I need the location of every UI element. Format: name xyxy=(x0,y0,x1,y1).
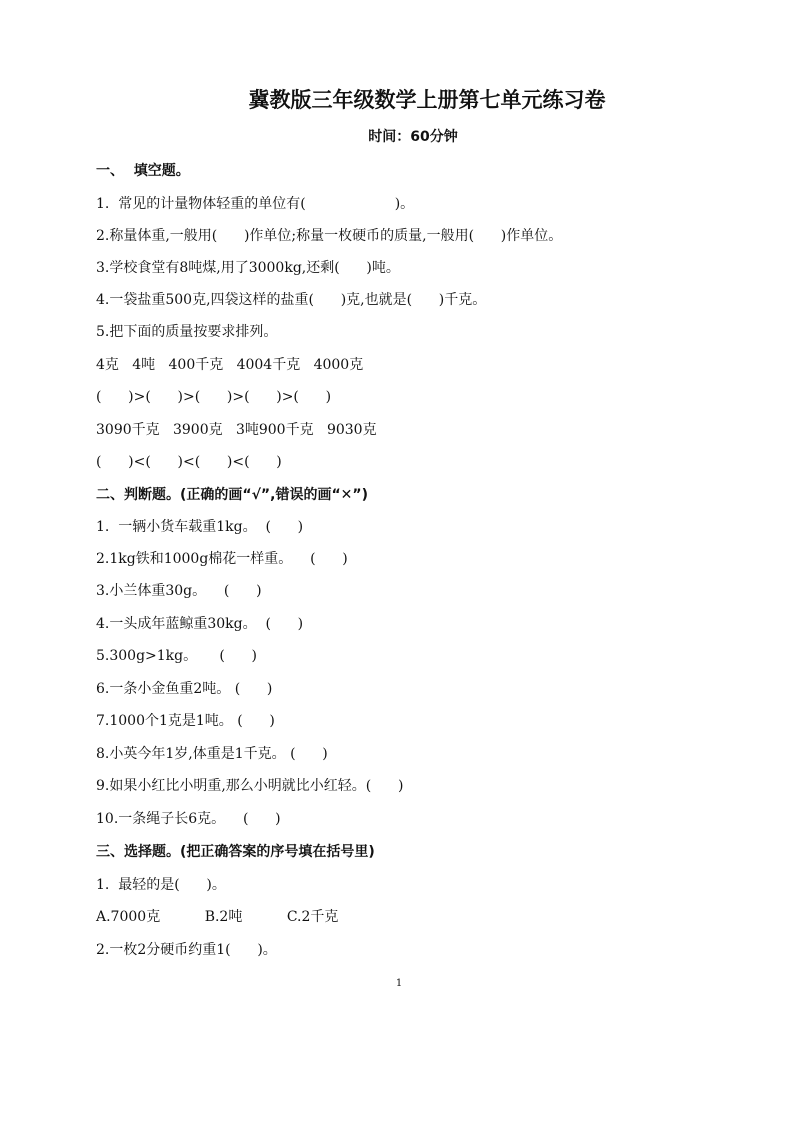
choice-question-2: 2.一枚2分硬币约重1( )。 xyxy=(96,942,277,958)
judge-item: 4.一头成年蓝鲸重30kg。 ( ) xyxy=(96,616,304,632)
judge-item: 10.一条绳子长6克。 ( ) xyxy=(96,811,281,827)
section1-heading: 一、 填空题。 xyxy=(96,163,190,179)
question-1-3: 3.学校食堂有8吨煤,用了3000kg,还剩( )吨。 xyxy=(96,260,400,276)
judge-item: 2.1kg铁和1000g棉花一样重。 ( ) xyxy=(96,551,348,567)
judge-item: 8.小英今年1岁,体重是1千克。 ( ) xyxy=(96,746,328,762)
page-number: 1 xyxy=(395,978,403,989)
choice-question-1-options: A.7000克 B.2吨 C.2千克 xyxy=(96,909,339,925)
question-1-4: 4.一袋盐重500克,四袋这样的盐重( )克,也就是( )千克。 xyxy=(96,292,487,308)
choice-question-1: 1. 最轻的是( )。 xyxy=(96,877,226,893)
question-1-5-blanks-b: ( )<( )<( )<( ) xyxy=(96,454,282,470)
question-1-5-blanks-a: ( )>( )>( )>( )>( ) xyxy=(96,389,332,405)
judge-item: 3.小兰体重30g。 ( ) xyxy=(96,583,262,599)
judge-item: 7.1000个1克是1吨。 ( ) xyxy=(96,713,275,729)
section2-heading: 二、判断题。(正确的画“√”,错误的画“✕”) xyxy=(96,487,368,503)
time-limit: 时间：60分钟 xyxy=(368,129,458,145)
judge-item: 9.如果小红比小明重,那么小明就比小红轻。( ) xyxy=(96,778,404,794)
judge-item: 6.一条小金鱼重2吨。 ( ) xyxy=(96,681,273,697)
judge-item: 5.300g>1kg。 ( ) xyxy=(96,648,257,664)
question-1-5-items-b: 3090千克 3900克 3吨900千克 9030克 xyxy=(96,422,377,438)
page-title: 冀教版三年级数学上册第七单元练习卷 xyxy=(248,88,606,112)
question-1-5: 5.把下面的质量按要求排列。 xyxy=(96,324,278,340)
judge-item: 1. 一辆小货车载重1kg。 ( ) xyxy=(96,519,304,535)
section3-heading: 三、选择题。(把正确答案的序号填在括号里) xyxy=(96,844,375,860)
question-1-2: 2.称量体重,一般用( )作单位;称量一枚硬币的质量,一般用( )作单位。 xyxy=(96,228,563,244)
question-1-5-items-a: 4克 4吨 400千克 4004千克 4000克 xyxy=(96,357,364,373)
question-1-1: 1. 常见的计量物体轻重的单位有( )。 xyxy=(96,196,415,212)
